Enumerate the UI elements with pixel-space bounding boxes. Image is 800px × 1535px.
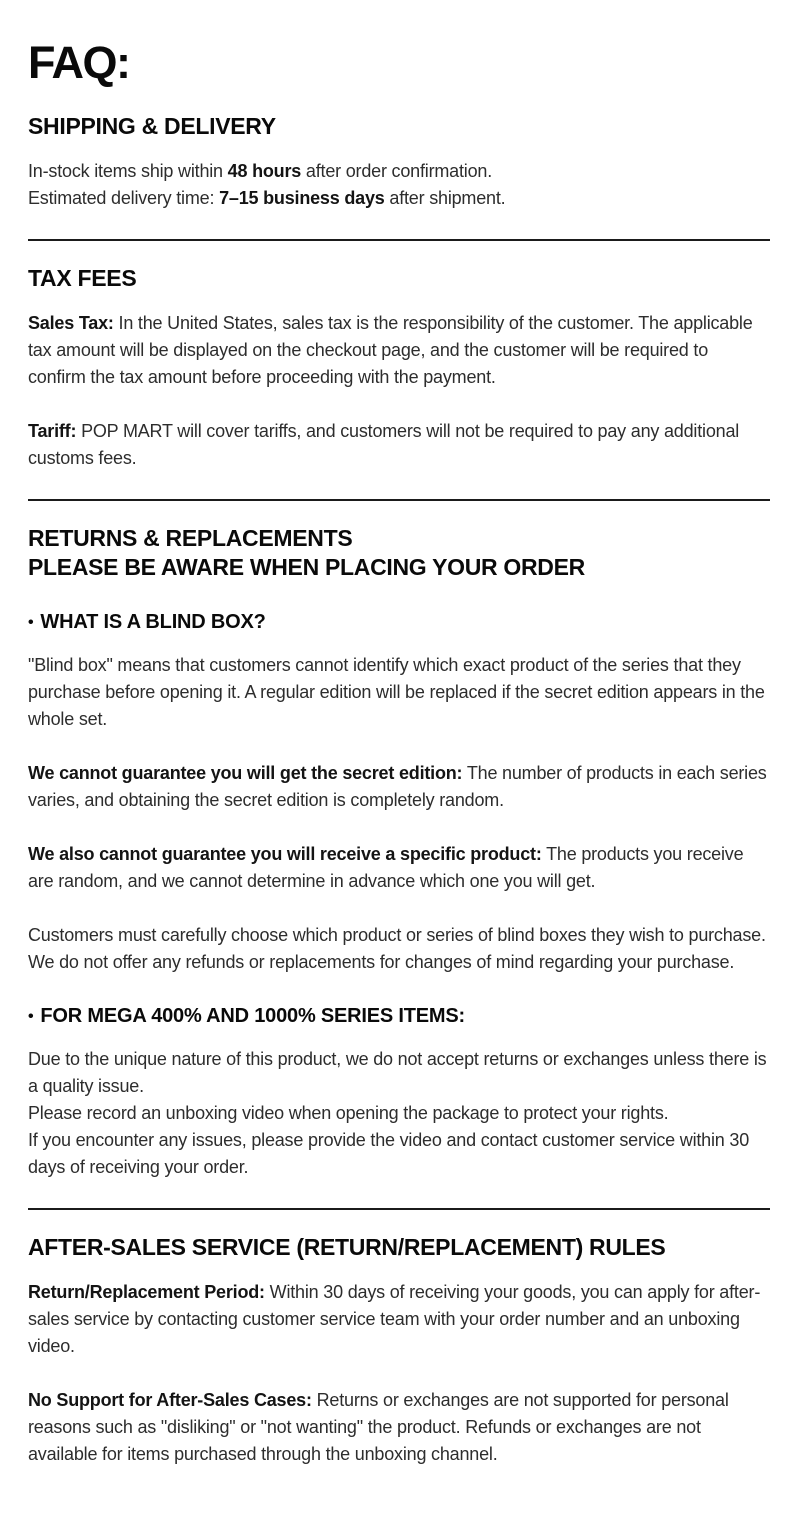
- text-run: In the United States, sales tax is the responsibility of the customer. The applicable tax amount will be displayed on the checkout page, and the customer will be required to confirm the tax amount before proceeding with the payment.: [28, 313, 753, 387]
- section-divider: [28, 499, 770, 501]
- text-run: Returns or exchanges are not supported for personal reasons such as "disliking" or "not wanting" the product. Refunds or exchanges are not available for items purchased through the unboxing channel.: [28, 1390, 729, 1464]
- secret-edition-paragraph: [28, 760, 770, 814]
- text-run-bold: 7–15 business days: [219, 188, 385, 208]
- text-run: The products you receive are random, and we cannot determine in advance which one you will get.: [28, 844, 744, 891]
- text-run: The number of products in each series varies, and obtaining the secret edition is completely random.: [28, 763, 767, 810]
- bullet-icon: •: [28, 1008, 34, 1025]
- sales-tax-paragraph: [28, 310, 770, 391]
- section-tax-fees: [28, 264, 770, 472]
- text-run-bold: 48 hours: [227, 161, 302, 181]
- text-run: If you encounter any issues, please provide the video and contact customer service within 30 days of receiving your order.: [28, 1130, 750, 1177]
- text-run: POP MART will cover tariffs, and customers will not be required to pay any additional customs fees.: [28, 421, 740, 468]
- section-shipping-delivery: [28, 112, 770, 212]
- text-run-bold: Tariff:: [28, 421, 77, 441]
- returns-heading-line2: PLEASE BE AWARE WHEN PLACING YOUR ORDER: [28, 554, 585, 580]
- page-title: FAQ:: [28, 37, 130, 88]
- text-run-bold: Sales Tax:: [28, 313, 114, 333]
- text-run-bold: We also cannot guarantee you will receive a specific product:: [28, 844, 542, 864]
- text-run: In-stock items ship within: [28, 161, 228, 181]
- tariff-paragraph: [28, 418, 770, 472]
- choose-carefully-paragraph: Customers must carefully choose which product or series of blind boxes they wish to purchase. We do not offer any refunds or replacements for changes of mind regarding your purchase.: [28, 925, 766, 972]
- blind-box-subheading: [28, 610, 770, 635]
- text-run: after order confirmation.: [301, 161, 492, 181]
- returns-heading: [28, 524, 770, 582]
- section-returns-replacements: [28, 524, 770, 1181]
- text-run: Due to the unique nature of this product, we do not accept returns or exchanges unless there is a quality issue.: [28, 1049, 767, 1096]
- text-run-bold: Return/Replacement Period:: [28, 1282, 265, 1302]
- section-divider: [28, 239, 770, 241]
- mega-series-subheading-label: FOR MEGA 400% AND 1000% SERIES ITEMS:: [40, 1005, 465, 1027]
- text-run-bold: We cannot guarantee you will get the secret edition:: [28, 763, 463, 783]
- returns-heading-line1: RETURNS & REPLACEMENTS: [28, 525, 353, 551]
- after-sales-heading: AFTER-SALES SERVICE (RETURN/REPLACEMENT) RULES: [28, 1234, 666, 1260]
- return-period-paragraph: [28, 1279, 770, 1360]
- text-run: Within 30 days of receiving your goods, you can apply for after-sales service by contacting customer service team with your order number and an unboxing video.: [28, 1282, 761, 1356]
- section-divider: [28, 1208, 770, 1210]
- shipping-heading: SHIPPING & DELIVERY: [28, 113, 276, 139]
- text-run-bold: No Support for After-Sales Cases:: [28, 1390, 312, 1410]
- text-run: Estimated delivery time:: [28, 188, 220, 208]
- no-support-paragraph: [28, 1387, 770, 1468]
- text-run: Please record an unboxing video when opening the package to protect your rights.: [28, 1103, 669, 1123]
- specific-product-paragraph: [28, 841, 770, 895]
- shipping-paragraph: [28, 158, 770, 212]
- section-after-sales-rules: [28, 1233, 770, 1468]
- mega-series-subheading: [28, 1004, 770, 1029]
- bullet-icon: •: [28, 614, 34, 631]
- blind-box-paragraph: "Blind box" means that customers cannot identify which exact product of the series that they purchase before opening it. A regular edition will be replaced if the secret edition appears in the whole set.: [28, 655, 765, 729]
- tax-heading: TAX FEES: [28, 265, 137, 291]
- mega-series-paragraph: [28, 1046, 770, 1181]
- blind-box-subheading-label: WHAT IS A BLIND BOX?: [40, 611, 266, 633]
- text-run: after shipment.: [384, 188, 506, 208]
